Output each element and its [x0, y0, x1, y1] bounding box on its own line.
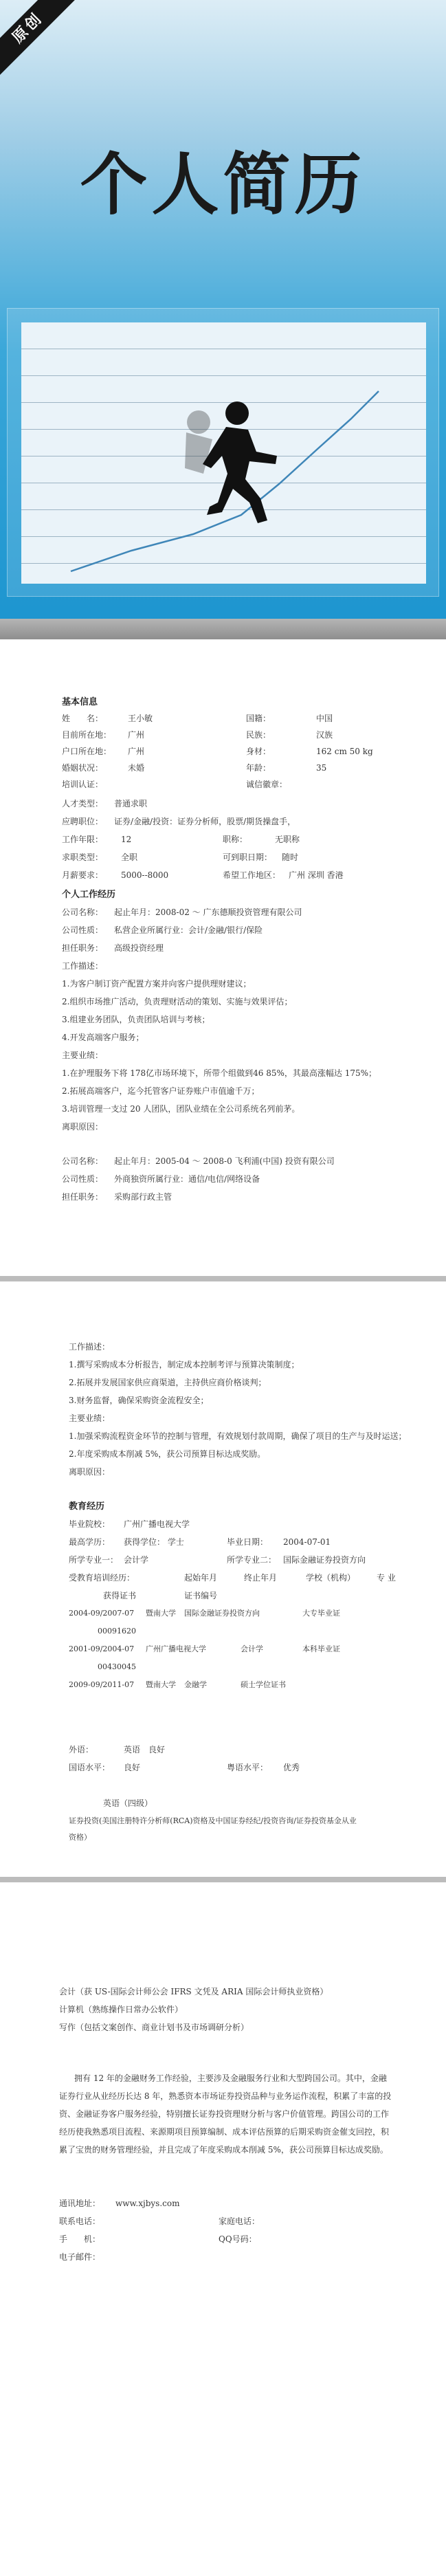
qq-label: QQ号码：	[219, 2234, 257, 2244]
email-label: 电子邮件：	[59, 2252, 101, 2262]
skill-computer: 计算机（熟练操作日常办公软件）	[59, 2005, 183, 2014]
training-row-1-period: 2004-09/2007-07	[69, 1609, 135, 1618]
training-header-7: 证书编号	[184, 1591, 218, 1600]
section-heading-education: 教育经历	[69, 1501, 105, 1512]
major2-value: 国际金融证券投资方向	[283, 1555, 366, 1565]
cover-illustration	[7, 308, 439, 597]
training-row-2-code: 00430045	[98, 1662, 136, 1671]
name-label: 姓 名：	[62, 714, 104, 723]
job1-nature: 私营企业所属行业：会计/金融/银行/保险	[114, 925, 263, 935]
degree-value: 获得学位： 学士	[124, 1537, 184, 1547]
job2-desc-1: 1.撰写采购成本分析报告，制定成本控制考评与预算决策制度；	[69, 1360, 300, 1369]
jobtype-label: 求职类型：	[62, 852, 104, 862]
cert-line-1: 证券投资(美国注册特许分析师(RCA)资格及中国证券经纪/投资咨询/证券投资基金从业	[69, 1816, 357, 1825]
self-eval-line-4: 经历使我熟悉项目流程、来源期项目预算编制、成本评估预算的后期采购资金催支回控，积	[59, 2127, 390, 2137]
mandarin-label: 国语水平：	[69, 1763, 111, 1772]
job2-achieve-2: 2.年度采购成本削减 5%，获公司预算目标达成奖励。	[69, 1449, 266, 1459]
major1-label: 所学专业一：	[69, 1555, 119, 1565]
title-value: 无职称	[275, 835, 300, 844]
phone-label: 联系电话：	[59, 2216, 101, 2226]
lang-value: 英语 良好	[124, 1745, 166, 1754]
job2-position-label: 担任职务：	[62, 1192, 104, 1202]
training-row-2-cert: 本科毕业证	[302, 1644, 340, 1653]
job2-company-label: 公司名称：	[62, 1156, 104, 1166]
training-row-1-major: 国际金融证券投资方向	[184, 1609, 260, 1618]
section-heading-basic: 基本信息	[62, 697, 98, 707]
ethnicity-value: 汉族	[316, 730, 333, 740]
age-label: 年龄：	[246, 763, 271, 773]
job1-achieve-label: 主要业绩：	[62, 1050, 104, 1060]
job1-position: 高级投资经理	[114, 943, 164, 953]
training-row-1-school: 暨南大学	[146, 1609, 176, 1618]
salary-value: 5000--8000	[121, 870, 169, 880]
job-value: 证券/金融/投资：证券分析师，股票/期货操盘手，	[114, 817, 296, 826]
residence-value: 广州	[128, 730, 145, 740]
training-row-3-school: 暨南大学	[146, 1680, 176, 1689]
job2-position: 采购部行政主管	[114, 1192, 172, 1202]
lang-label: 外语：	[69, 1745, 94, 1754]
job1-desc-1: 1.为客户制订资产配置方案并向客户提供理财建议；	[62, 979, 252, 989]
job2-achieve-1: 1.加强采购流程资金环节的控制与管理，有效规划付款周期，确保了项目的生产与及时运送；	[69, 1431, 407, 1441]
ethnicity-label: 民族：	[246, 730, 271, 740]
training-header-5: 专 业	[377, 1573, 396, 1583]
job2-achieve-label: 主要业绩：	[69, 1413, 111, 1423]
job1-desc-3: 3.组建业务团队，负责团队培训与考核；	[62, 1015, 210, 1024]
cover-bottom-bar	[0, 619, 446, 639]
training-header-2: 起始年月	[184, 1573, 218, 1583]
nationality-value: 中国	[316, 714, 333, 723]
address-value: www.xjbys.com	[115, 2199, 180, 2208]
page-2	[0, 1281, 446, 1877]
job1-achieve-2: 2.拓展高端客户，迄今托管客户证券账户市值逾千万；	[62, 1086, 260, 1096]
address-label: 通讯地址：	[59, 2199, 101, 2208]
self-eval-line-2: 证券行业从业经历长达 8 年，熟悉资本市场证券投资品种与业务运作流程，积累了丰富的投	[59, 2091, 392, 2101]
mandarin-value: 良好	[124, 1763, 141, 1772]
major1-value: 会计学	[124, 1555, 149, 1565]
age-value: 35	[316, 763, 327, 773]
mobile-label: 手 机：	[59, 2234, 101, 2244]
training-header-3: 终止年月	[244, 1573, 278, 1583]
training-header-4: 学校（机构）	[306, 1573, 356, 1583]
page-3	[0, 1882, 446, 2576]
credit-label: 诚信徽章：	[246, 780, 288, 789]
training-row-2-period: 2001-09/2004-07	[69, 1644, 135, 1653]
self-eval-line-3: 资、金融证券客户服务经验，特别擅长证券投资理财分析与客户价值管理。跨国公司的工作	[59, 2109, 390, 2119]
job1-desc-4: 4.开发高端客户服务；	[62, 1033, 144, 1042]
resume-cover	[0, 0, 446, 639]
self-eval-line-5: 累了宝贵的财务管理经验，并且完成了年度采购成本削减 5%，获公司预算目标达成奖励。	[59, 2145, 388, 2155]
section-heading-experience: 个人工作经历	[62, 890, 116, 900]
training-row-1-code: 00091620	[98, 1627, 136, 1636]
job-label: 应聘职位：	[62, 817, 104, 826]
body-label: 身材：	[246, 747, 271, 756]
job1-company-label: 公司名称：	[62, 907, 104, 917]
lang-note: 英语（四级）	[103, 1798, 153, 1808]
hukou-value: 广州	[128, 747, 145, 756]
name-value: 王小敏	[128, 714, 153, 723]
training-row-2-school: 广州广播电视大学	[146, 1644, 206, 1653]
talent-value: 普通求职	[114, 799, 148, 808]
training-row-3-major: 金融学	[184, 1680, 207, 1689]
talent-label: 人才类型：	[62, 799, 104, 808]
marital-value: 未婚	[128, 763, 145, 773]
job2-desc-3: 3.财务监督，确保采购资金流程安全；	[69, 1396, 209, 1405]
start-label: 可到职日期：	[223, 852, 273, 862]
job1-achieve-1: 1.在护理服务下将 178亿市场环境下，所带个组做到46 85%，其最高涨幅达 175%；	[62, 1068, 377, 1078]
school-label: 毕业院校：	[69, 1519, 111, 1529]
jobtype-value: 全职	[121, 852, 138, 862]
job1-nature-label: 公司性质：	[62, 925, 104, 935]
job2-period: 起止年月：2005-04 ～ 2008-0 飞利浦(中国) 投资有限公司	[114, 1156, 335, 1166]
job1-desc-label: 工作描述：	[62, 961, 104, 971]
job2-leave-label: 离职原因：	[69, 1467, 111, 1477]
body-value: 162 cm 50 kg	[316, 747, 373, 756]
growth-line	[71, 391, 379, 571]
original-ribbon: 原创	[0, 0, 79, 79]
page-1	[0, 639, 446, 1276]
home-phone-label: 家庭电话：	[219, 2216, 260, 2226]
grad-label: 毕业日期：	[227, 1537, 269, 1547]
training-header-1: 受教育培训经历：	[69, 1573, 135, 1583]
years-value: 12	[121, 835, 132, 844]
job1-leave-label: 离职原因：	[62, 1122, 104, 1132]
page-separator	[0, 1877, 446, 1882]
job1-desc-2: 2.组织市场推广活动，负责理财活动的策划、实施与效果评估；	[62, 997, 293, 1006]
marital-label: 婚姻状况：	[62, 763, 104, 773]
hukou-label: 户口所在地：	[62, 747, 112, 756]
skill-accounting: 会计（获 US-国际会计师公会 IFRS 文凭及 ARIA 国际会计师执业资格）	[59, 1987, 328, 1996]
grad-value: 2004-07-01	[283, 1537, 331, 1547]
salary-label: 月薪要求：	[62, 870, 104, 880]
cantonese-label: 粤语水平：	[227, 1763, 269, 1772]
start-value: 随时	[282, 852, 299, 862]
major2-label: 所学专业二：	[227, 1555, 277, 1565]
training-row-3-period: 2009-09/2011-07	[69, 1680, 135, 1689]
school-value: 广州广播电视大学	[124, 1519, 190, 1529]
cert-label: 培训认证：	[62, 780, 104, 789]
area-value: 广州 深圳 香港	[289, 870, 344, 880]
cantonese-value: 优秀	[283, 1763, 300, 1772]
cover-title: 个人简历	[80, 146, 366, 224]
cert-line-2: 资格）	[69, 1833, 91, 1842]
area-label: 希望工作地区：	[223, 870, 281, 880]
job1-period: 起止年月：2008-02 ～ 广东德顺投资管理有限公司	[114, 907, 302, 917]
years-label: 工作年限：	[62, 835, 104, 844]
page-separator	[0, 1276, 446, 1281]
training-row-2-major: 会计学	[241, 1644, 263, 1653]
climbing-figure-icon	[203, 401, 277, 523]
job1-position-label: 担任职务：	[62, 943, 104, 953]
job2-desc-label: 工作描述：	[69, 1342, 111, 1352]
title-label: 职称：	[223, 835, 248, 844]
job2-desc-2: 2.拓展并发展国家供应商渠道，主持供应商价格谈判；	[69, 1378, 267, 1387]
job2-nature: 外商独资所属行业：通信/电信/网络设备	[114, 1174, 260, 1184]
self-eval-line-1: 拥有 12 年的金融财务工作经验，主要涉及金融服务行业和大型跨国公司。其中，金融	[74, 2073, 387, 2083]
nationality-label: 国籍：	[246, 714, 271, 723]
residence-label: 目前所在地：	[62, 730, 112, 740]
training-header-6: 获得证书	[103, 1591, 137, 1600]
climber-illustration	[8, 309, 440, 597]
training-row-1-cert: 大专毕业证	[302, 1609, 340, 1618]
training-row-3-cert: 硕士学位证书	[241, 1680, 286, 1689]
job2-nature-label: 公司性质：	[62, 1174, 104, 1184]
skill-writing: 写作（包括文案创作、商业计划书及市场调研分析）	[59, 2023, 249, 2032]
degree-label: 最高学历：	[69, 1537, 111, 1547]
job1-achieve-3: 3.培训管理一支过 20 人团队，团队业绩在全公司系统名列前茅。	[62, 1104, 300, 1114]
